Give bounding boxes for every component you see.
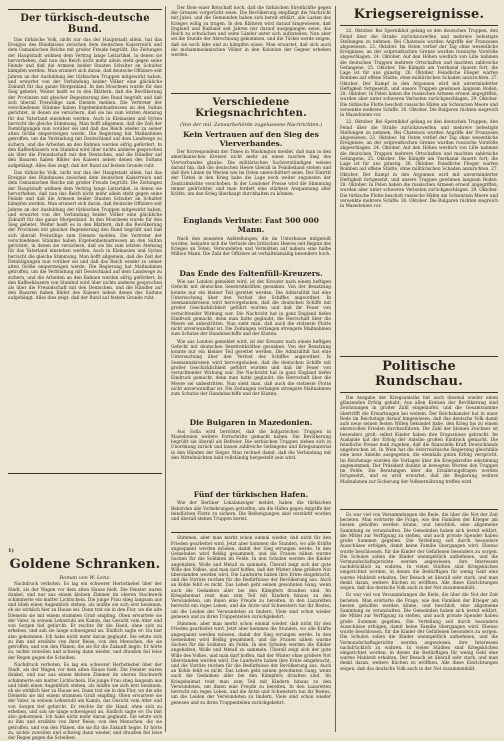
- footnote-marker: 1): [8, 548, 14, 554]
- column-rule: [165, 6, 166, 732]
- divider: [8, 9, 162, 10]
- section-heading-kriegsereignisse: Kriegsereignisse.: [353, 7, 485, 22]
- column-2: [171, 6, 331, 706]
- divider: [340, 356, 498, 357]
- divider: [171, 93, 331, 94]
- divider: [340, 509, 498, 510]
- feuilleton-heading: Goldene Schranken.: [9, 557, 161, 572]
- article-body-kreuzer: Wie aus London gemeldet wird, ist der Kreuzer nach einem heftigen Gefecht mit deutschen Seestreitkräften gesunken. Von der Besatzung konnte nur ein kleiner Teil gerettet werden. Die Admiralität hat eine Untersuchung über den Verlust des Schiffes angeordnet. In Seemannskreisen wird hervorgehoben, daß die deutschen Schiffe mit großer Geschicklichkeit geführt wurden und daß ihr Feuer von vernichtender Wirkung war. Die Nachricht hat in ganz England tiefen Eindruck gemacht, denn man hatte geglaubt, die Herrschaft über die Meere sei unbestritten. Nun sieht man, daß auch die stolzeste Flotte nicht unverwundbar ist. Die Zeitungen verlangen strengere Maßnahmen zum Schutze der Handelsschiffe und der Küsten. Wie aus London gemeldet wird, ist der Kreuzer nach einem heftigen Gefecht mit deutschen Seestreitkräften gesunken. Von der Besatzung konnte nur ein kleiner Teil gerettet werden. Die Admiralität hat eine Untersuchung über den Verlust des Schiffes angeordnet. In Seemannskreisen wird hervorgehoben, daß die deutschen Schiffe mit großer Geschicklichkeit geführt wurden und daß ihr Feuer von vernichtender Wirkung war. Die Nachricht hat in ganz England tiefen Eindruck gemacht, denn man hatte geglaubt, die Herrschaft über die Meere sei unbestritten. Nun sieht man, daß auch die stolzeste Flotte nicht unverwundbar ist. Die Zeitungen verlangen strengere Maßnahmen zum Schutze der Handelsschiffe und der Küsten.: [171, 280, 331, 398]
- article-body-vertrauen: Der Korrespondent der Times in Washington meldet, daß man in den amerikanischen Kreisen nicht mehr an einen raschen Sieg des Vierverbandes glaube. Die militärischen Sachverständigen weisen darauf hin, daß die deutschen Heere überall in Feindesland stehen und daß ihre Linien im Westen wie im Osten unerschüttert seien. Der Eintritt der Türkei in den Krieg habe die Lage noch weiter zugunsten der Zentralmächte verschoben. In der Londoner Presse wird die Stimmung immer gedrückter, und man fordert eine stärkere Anspannung aller Kräfte, um den Krieg überhaupt durchhalten zu können.: [171, 150, 331, 198]
- column-3: [340, 6, 498, 727]
- article-body-verluste: Nach den neuesten Aufstellungen, die im Unterhause mitgeteilt wurden, belaufen sich die Verluste des britischen Heeres seit Beginn des Krieges an Toten, Verwundeten und Vermißten auf nahezu eine halbe Million Mann. Die Zahl der Offiziere ist verhältnismäßig besonders hoch.: [171, 236, 331, 258]
- divider: [340, 392, 498, 393]
- article-body-hafen: Wie der Berliner Lokalanzeiger meldet, haben die türkischen Behörden alle Vorkehrungen getroffen, um die Häfen gegen Angriffe der feindlichen Flotte zu sichern. Die Befestigungen sind verstärkt worden und überall stehen Truppen bereit.: [171, 501, 331, 523]
- divider: [8, 473, 162, 474]
- article-body-bottom-right: Es war viel von Versammlungen die Rede, die über die Not der Zeit berieten. Man erörterte die Frage, wie den Familien der Krieger am besten geholfen werden könne, und beschloß, eine allgemeine Sammlung zu veranstalten. Die Gemeinden haben sich bereit erklärt, die Mittel zur Verfügung zu stellen, und auch private Spender haben große Summen gegeben. Die Verteilung soll durch besondere Ausschüsse erfolgen, damit keine Familie übergangen wird. Ebenso wurde beschlossen, für die Kinder der Gefallenen besonders zu sorgen. Die Schulen sollen die Kinder unentgeltlich aufnehmen, und die Vormundschaftsgerichte werden angewiesen, ihre Interessen nachdrücklich zu wahren. In vielen Städten sind Kriegsküchen eingerichtet worden, in denen die Bedürftigen für wenig Geld eine warme Mahlzeit erhalten. Der Besuch ist überall sehr stark, und man denkt daran, weitere Küchen zu eröffnen. Alle diese Einrichtungen zeigen, daß das deutsche Volk auch in der Not zusammenhält. Es war viel von Versammlungen die Rede, die über die Not der Zeit berieten. Man erörterte die Frage, wie den Familien der Krieger am besten geholfen werden könne, und beschloß, eine allgemeine Sammlung zu veranstalten. Die Gemeinden haben sich bereit erklärt, die Mittel zur Verfügung zu stellen, und auch private Spender haben große Summen gegeben. Die Verteilung soll durch besondere Ausschüsse erfolgen, damit keine Familie übergangen wird. Ebenso wurde beschlossen, für die Kinder der Gefallenen besonders zu sorgen. Die Schulen sollen die Kinder unentgeltlich aufnehmen, und die Vormundschaftsgerichte werden angewiesen, ihre Interessen nachdrücklich zu wahren. In vielen Städten sind Kriegsküchen eingerichtet worden, in denen die Bedürftigen für wenig Geld eine warme Mahlzeit erhalten. Der Besuch ist überall sehr stark, und man denkt daran, weitere Küchen zu eröffnen. Alle diese Einrichtungen zeigen, daß das deutsche Volk auch in der Not zusammenhält.: [340, 512, 498, 672]
- section-heading-rundschau: Politische Rundschau.: [375, 359, 463, 389]
- article-heading-bund: Der türkisch-deutsche Bund.: [20, 13, 150, 35]
- article-body-bottom: Stimmen, aber man merkt schon einmal wieder, daß nicht für den Frieden gearbeitet wird. Jetzt aber kommen die Stunden, wo alle Kräfte angespannt werden müssen, damit der Sieg errungen werde. In den Gemeinden wird fleißig gesammelt, und die Frauen nähen warme Sachen für die Soldaten im Felde. In den Schulen werden die Kinder angehalten, Wolle und Metall zu sammeln. Überall zeigt sich der gute Wille des Volkes, und man darf hoffen, daß der Winter ohne größere Not überstanden werden wird. Die Landwirte haben ihre Ernte eingebracht, und die Vorräte reichen für die Bedürfnisse der Bevölkerung aus. Auch an Kohle fehlt es nicht. Das Leben geht seinen gewohnten Gang, wenn auch die Gedanken aller bei den Kämpfern draußen sind. Im Kriegsheimat reist man zum Teil mit Kindern hinaus zu den Verwundeten, um ihnen eine Freude zu bereiten. In den Lazaretten herrscht ein reges Leben, und die Ärzte und Schwestern tun ihr Bestes, um die Leiden der Verwundeten zu lindern. Viele sind schon wieder genesen und zu ihren Truppenteilen zurückgekehrt. Stimmen, aber man merkt schon einmal wieder, daß nicht für den Frieden gearbeitet wird. Jetzt aber kommen die Stunden, wo alle Kräfte angespannt werden müssen, damit der Sieg errungen werde. In den Gemeinden wird fleißig gesammelt, und die Frauen nähen warme Sachen für die Soldaten im Felde. In den Schulen werden die Kinder angehalten, Wolle und Metall zu sammeln. Überall zeigt sich der gute Wille des Volkes, und man darf hoffen, daß der Winter ohne größere Not überstanden werden wird. Die Landwirte haben ihre Ernte eingebracht, und die Vorräte reichen für die Bedürfnisse der Bevölkerung aus. Auch an Kohle fehlt es nicht. Das Leben geht seinen gewohnten Gang, wenn auch die Gedanken aller bei den Kämpfern draußen sind. Im Kriegsheimat reist man zum Teil mit Kindern hinaus zu den Verwundeten, um ihnen eine Freude zu bereiten. In den Lazaretten herrscht ein reges Leben, und die Ärzte und Schwestern tun ihr Bestes, um die Leiden der Verwundeten zu lindern. Viele sind schon wieder genesen und zu ihren Truppenteilen zurückgekehrt.: [171, 536, 331, 706]
- subhead-vertrauen: Kein Vertrauen auf den Sieg des Vierverbandes.: [183, 130, 319, 148]
- article-body-kriegsereignisse: 22. Oktober. Bei Spernikhof gelang es den deutschen Truppen, den Feind über die Straße zurückzuwerfen und mehrere befestigte Stellungen zu nehmen. Bei Chatenois wurden Angriffe der Franzosen abgewiesen. 23. Oktober. Im Osten verlief der Tag ohne wesentliche Ereignisse; an der ostpreußischen Grenze wurden russische Vorstöße abgeschlagen. 24. Oktober. Auf den Höhen westlich von Lille nahmen die deutschen Truppen mehrere Ortschaften und machten zahlreiche Gefangene. 25. Oktober. Die Kämpfe am Yserkanal dauern fort; die Lage ist für uns günstig. 26. Oktober. Feindliche Flieger warfen Bomben auf offene Städte, ohne militärischen Schaden anzurichten. 27. Oktober. Der Kampf in den Argonnen wird mit unverminderter Heftigkeit fortgesetzt, und unsere Truppen gewinnen langsam Boden. 28. Oktober. In Polen haben die russischen Armeen erneut angegriffen, wurden aber unter schweren Verlusten zurückgeschlagen. 29. Oktober. Die türkische Flotte beschoß russische Häfen am Schwarzen Meere und versenkte mehrere Schiffe. 30. Oktober. Die Bulgaren rückten siegreich in Mazedonien vor. 22. Oktober. Bei Spernikhof gelang es den deutschen Truppen, den Feind über die Straße zurückzuwerfen und mehrere befestigte Stellungen zu nehmen. Bei Chatenois wurden Angriffe der Franzosen abgewiesen. 23. Oktober. Im Osten verlief der Tag ohne wesentliche Ereignisse; an der ostpreußischen Grenze wurden russische Vorstöße abgeschlagen. 24. Oktober. Auf den Höhen westlich von Lille nahmen die deutschen Truppen mehrere Ortschaften und machten zahlreiche Gefangene. 25. Oktober. Die Kämpfe am Yserkanal dauern fort; die Lage ist für uns günstig. 26. Oktober. Feindliche Flieger warfen Bomben auf offene Städte, ohne militärischen Schaden anzurichten. 27. Oktober. Der Kampf in den Argonnen wird mit unverminderter Heftigkeit fortgesetzt, und unsere Truppen gewinnen langsam Boden. 28. Oktober. In Polen haben die russischen Armeen erneut angegriffen, wurden aber unter schweren Verlusten zurückgeschlagen. 29. Oktober. Die türkische Flotte beschoß russische Häfen am Schwarzen Meere und versenkte mehrere Schiffe. 30. Oktober. Die Bulgaren rückten siegreich in Mazedonien vor.: [340, 29, 498, 210]
- article-body-top: Der Bote einer Botschaft noch, daß die türkischen Streitkräfte gegen die Grenzen vorgerückt seien. Die Bevölkerung empfängt die Nachricht mit Jubel, und die Gemeinden haben sich bereit erklärt, alle Lasten des Krieges willig zu tragen. In den Blättern wird darauf hingewiesen, daß England und Rußland seit Jahren nur darauf ausgegangen seien, das Reich zu schwächen und seine Länder unter sich aufzuteilen. Nun aber sei die Stunde der Abrechnung gekommen, und die Türkei werde zeigen, daß sie noch lebe und zu kämpfen wisse. Man erwartet, daß sich auch die mohammedanischen Völker in den Kolonien der Gegner erheben werden.: [171, 6, 331, 59]
- article-body-bund: Das türkische Volk, nicht nur das der Hauptstadt allein, hat das Ereignis des Bündnisses zwischen dem deutschen Kaiserreich und dem Osmanischen Reiche mit großer Freude begrüßt. Die Zeitungen der Hauptstadt widmen dem Vertrag lange Leitartikel, in denen sie hervorheben, daß nun das Reich nicht mehr allein steht gegen seine Feinde und daß die Armeen beider Staaten Schulter an Schulter kämpfen werden. Man erinnert sich daran, daß deutsche Offiziere seit Jahren an der Ausbildung der türkischen Truppen mitgewirkt haben, und erwartet von der Verbindung beider Völker eine glückliche Zukunft für das ganze Morgenland. In den Moscheen wurde für den Sieg gebetet. Weiter heißt es in den Blättern, daß die Bevölkerung der Provinzen mit gleicher Begeisterung den Bund begrüßt und daß sich überall Freiwillige zum Dienste melden. Die Vertreter der verschiedenen Stämme haben Ergebenheitsadressen an den Sultan gerichtet, in denen sie versichern, daß sie bis zum letzten Atemzug für das Vaterland einstehen werden. Auch in Kleinasien und Syrien herrscht die gleiche Stimmung. Man hofft allgemein, daß die Zeit der Demütigungen nun vorüber sei und daß das Reich wieder zu seiner alten Größe emporsteigen werde. Die Regierung hat Maßnahmen getroffen, um die Verbindung mit Deutschland auf dem Landwege zu sichern, und die Arbeiten an den Bahnen werden eifrig gefördert. In den Kaffeehäusern von Stambul wird über nichts anderes gesprochen als über die Freundschaft mit den Deutschen, und die Händler auf den Basaren haben Bilder des Kaisers neben denen des Sultans aufgehängt. Alles dies zeigt, daß der Bund auf festem Grunde ruht. Das türkische Volk, nicht nur das der Hauptstadt allein, hat das Ereignis des Bündnisses zwischen dem deutschen Kaiserreich und dem Osmanischen Reiche mit großer Freude begrüßt. Die Zeitungen der Hauptstadt widmen dem Vertrag lange Leitartikel, in denen sie hervorheben, daß nun das Reich nicht mehr allein steht gegen seine Feinde und daß die Armeen beider Staaten Schulter an Schulter kämpfen werden. Man erinnert sich daran, daß deutsche Offiziere seit Jahren an der Ausbildung der türkischen Truppen mitgewirkt haben, und erwartet von der Verbindung beider Völker eine glückliche Zukunft für das ganze Morgenland. In den Moscheen wurde für den Sieg gebetet. Weiter heißt es in den Blättern, daß die Bevölkerung der Provinzen mit gleicher Begeisterung den Bund begrüßt und daß sich überall Freiwillige zum Dienste melden. Die Vertreter der verschiedenen Stämme haben Ergebenheitsadressen an den Sultan gerichtet, in denen sie versichern, daß sie bis zum letzten Atemzug für das Vaterland einstehen werden. Auch in Kleinasien und Syrien herrscht die gleiche Stimmung. Man hofft allgemein, daß die Zeit der Demütigungen nun vorüber sei und daß das Reich wieder zu seiner alten Größe emporsteigen werde. Die Regierung hat Maßnahmen getroffen, um die Verbindung mit Deutschland auf dem Landwege zu sichern, und die Arbeiten an den Bahnen werden eifrig gefördert. In den Kaffeehäusern von Stambul wird über nichts anderes gesprochen als über die Freundschaft mit den Deutschen, und die Händler auf den Basaren haben Bilder des Kaisers neben denen des Sultans aufgehängt. Alles dies zeigt, daß der Bund auf festem Grunde ruht.: [8, 38, 162, 302]
- divider: [171, 532, 331, 533]
- subhead-kreuzer: Das Ende des Faltenfüll-Kreuzers.: [179, 268, 323, 278]
- article-body-mazedonien: Aus Sofia wird berichtet, daß die bulgarischen Truppen in Mazedonien weitere Fortschritte gemacht haben. Die Bevölkerung begrüßt sie überall als Befreier. Die serbischen Truppen ziehen sich in Unordnung zurück und lassen zahlreiche Gefangene und Kriegsmaterial in den Händen der Sieger. Man rechnet damit, daß die Verbindung mit den Mittelmächten bald vollständig hergestellt sein wird.: [171, 429, 331, 461]
- section-subtitle: (Von der mil. Zensurbehörde zugelassene Nachrichten.): [179, 122, 323, 128]
- divider: [340, 25, 498, 26]
- column-1: [8, 6, 162, 741]
- feuilleton-body: Nachdruck verboten. Es lag ein schwerer Herbstnebel über der Stadt, als der Wagen vor dem alten Hause hielt. Die Fenster waren dunkel, und nur aus einem kleinen Zimmer im oberen Stockwerk schimmerte ein matter Lichtschein. Die junge Frau stieg langsam aus und blieb einen Augenblick stehen, als müßte sie sich erst besinnen, ob sie wirklich hier zu Hause sei. Dann trat sie in den Flur, wo die alte Dienerin sie mit einem stummen Gruß empfing. Oben erwartete sie der Vater, in seinem Lehnstuhl am Kamin, das Gesicht vom Alter und von Sorgen tief gefurcht. Er reichte ihr die Hand, ohne sich zu erheben, und sah sie lange schweigend an. Endlich sagte er: Du bist also gekommen. Ich habe nicht mehr daran geglaubt. Sie setzte sich zu ihm und erzählte von ihrer Reise, von den Menschen, die sie getroffen, und von den Plänen, die sie für die Zukunft hegte. Er hörte zu, nickte zuweilen und schwieg dann wieder, und draußen fiel leise der Regen gegen die Scheiben. Nachdruck verboten. Es lag ein schwerer Herbstnebel über der Stadt, als der Wagen vor dem alten Hause hielt. Die Fenster waren dunkel, und nur aus einem kleinen Zimmer im oberen Stockwerk schimmerte ein matter Lichtschein. Die junge Frau stieg langsam aus und blieb einen Augenblick stehen, als müßte sie sich erst besinnen, ob sie wirklich hier zu Hause sei. Dann trat sie in den Flur, wo die alte Dienerin sie mit einem stummen Gruß empfing. Oben erwartete sie der Vater, in seinem Lehnstuhl am Kamin, das Gesicht vom Alter und von Sorgen tief gefurcht. Er reichte ihr die Hand, ohne sich zu erheben, und sah sie lange schweigend an. Endlich sagte er: Du bist also gekommen. Ich habe nicht mehr daran geglaubt. Sie setzte sich zu ihm und erzählte von ihrer Reise, von den Menschen, die sie getroffen, und von den Plänen, die sie für die Zukunft hegte. Er hörte zu, nickte zuweilen und schwieg dann wieder, und draußen fiel leise der Regen gegen die Scheiben.: [8, 582, 162, 741]
- subhead-hafen: Fünf der türkischen Hafen.: [193, 489, 309, 499]
- section-heading-kriegsnachrichten: Verschiedene Kriegsnachrichten.: [195, 97, 307, 119]
- subhead-verluste: Englands Verluste: Fast 500 000 Mann.: [183, 216, 319, 234]
- subhead-mazedonien: Die Bulgaren in Mazedonien.: [189, 418, 313, 428]
- column-rule: [335, 6, 336, 732]
- article-body-rundschau: Die Ausgabe der Kriegsanleihe hat auch diesmal wieder einen glänzenden Erfolg gehabt. Aus allen Kreisen der Bevölkerung sind Zeichnungen in großer Zahl eingelaufen, und die Gesamtsumme übertrifft die Erwartungen bei weitem. Der Reichskanzler hat in einer Rede im Reichstage darauf hingewiesen, daß das deutsche Volk damit aufs neue seinen festen Willen bekundet habe, den Krieg bis zu einem ehrenvollen Frieden durchzuführen. Die Zahl der kleinen Zeichner ist besonders groß; selbst Kinder haben ihre Ersparnisse gebracht. Im Auslande hat der Erfolg der Anleihe großen Eindruck gemacht. Die feindliche Presse muß zugeben, daß die finanzielle Kraft Deutschlands ungebrochen ist. In Wien hat die österreichische Regierung gleichfalls eine neue Anleihe ausgegeben, die ebenfalls guten Erfolg verspricht. Im Reichstage wurden die Vorlagen über die Kriegskredite einstimmig angenommen. Der Präsident dankte in bewegten Worten den Truppen im Felde. Die Beratungen über die Ernährungsfragen werden fortgesetzt, und es wird erwartet, daß die Regierung weitere Maßnahmen zur Sicherung der Volksernährung treffen wird.: [340, 395, 498, 485]
- feuilleton-author: Roman von W. Lenz.: [59, 575, 111, 582]
